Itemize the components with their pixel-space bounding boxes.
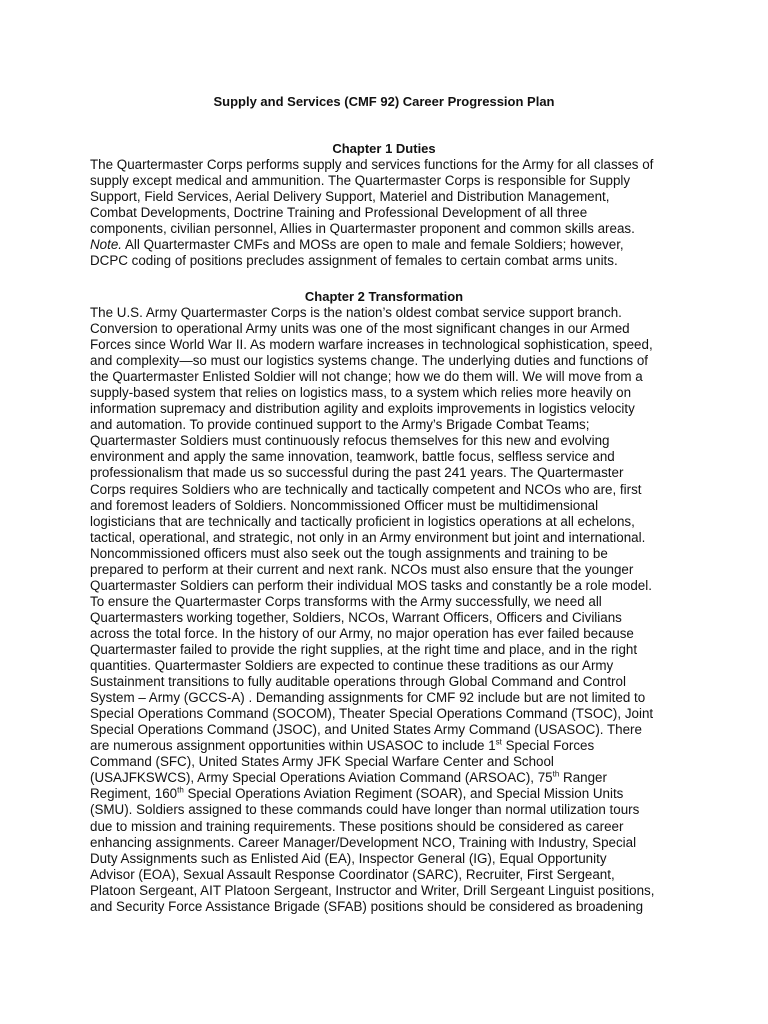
text-line: environment and apply the same innovation, teamwork, battle focus, selfless service and: [90, 449, 615, 465]
text-line: across the total force. In the history of our Army, no major operation has ever failed because: [90, 625, 634, 641]
line-text-after: Ranger: [559, 770, 607, 786]
text-line: the Quartermaster Enlisted Soldier will not change; how we do them will. We will move from a: [90, 369, 643, 385]
text-line: Special Operations Command (SOCOM), Theater Special Operations Command (TSOC), Joint: [90, 706, 654, 722]
text-line: enhancing assignments. Career Manager/Development NCO, Training with Industry, Special: [90, 834, 637, 850]
text-line: The Quartermaster Corps performs supply and services functions for the Army for all classes of: [90, 157, 654, 172]
text-line: quantities. Quartermaster Soldiers are expected to continue these traditions as our Army: [90, 658, 614, 674]
text-line: Command (SFC), United States Army JFK Special Warfare Center and School: [90, 754, 554, 770]
text-line: Quartermasters working together, Soldiers, NCOs, Warrant Officers, Officers and Civilians: [90, 609, 622, 625]
ordinal-superscript: th: [552, 769, 560, 779]
text-line: Quartermaster failed to provide the right supplies, at the right time and place, and in the right: [90, 641, 638, 657]
text-line: Platoon Sergeant, AIT Platoon Sergeant, Instructor and Writer, Drill Sergeant Linguist positions,: [90, 882, 655, 898]
note-text: All Quartermaster CMFs and MOSs are open to male and female Soldiers; however,: [122, 237, 624, 253]
text-line: [90, 738, 690, 754]
text-line: supply-based system that relies on logistics mass, to a system which relies more heavily on: [90, 385, 632, 401]
chapter-1-heading: Chapter 1 Duties: [332, 141, 436, 156]
text-line: and complexity—so must our logistics systems change. The underlying duties and functions of: [90, 353, 648, 369]
text-line: and Security Force Assistance Brigade (SFAB) positions should be considered as broadening: [90, 898, 644, 914]
document-title: Supply and Services (CMF 92) Career Progression Plan: [213, 94, 555, 109]
text-line: supply except medical and ammunition. The Quartermaster Corps is responsible for Supply: [90, 173, 631, 189]
text-line: Noncommissioned officers must also seek out the tough assignments and training to be: [90, 545, 608, 561]
text-line: Combat Developments, Doctrine Training and Professional Development of all three: [90, 205, 588, 221]
text-line: Quartermaster Soldiers must continuously refocus themselves for this new and evolving: [90, 433, 610, 449]
text-line: components, civilian personnel, Allies in Quartermaster proponent and common skills areas.: [90, 221, 635, 237]
text-line: Advisor (EOA), Sexual Assault Response Coordinator (SARC), Recruiter, First Sergeant,: [90, 866, 615, 882]
text-line: Special Operations Command (JSOC), and United States Army Command (USASOC). There: [90, 722, 642, 738]
text-line: prepared to perform at their current and next rank. NCOs must also ensure that the younger: [90, 561, 634, 577]
text-line: (SMU). Soldiers assigned to these commands could have longer than normal utilization tours: [90, 802, 640, 818]
text-line: DCPC coding of positions precludes assignment of females to certain combat arms units.: [90, 253, 618, 269]
line-text-before: (USAJFKSWCS), Army Special Operations Aviation Command (ARSOAC), 75: [90, 770, 553, 786]
text-line: [90, 770, 690, 786]
ordinal-superscript: st: [495, 737, 502, 747]
text-line: Forces since World War II. As modern warfare increases in technological sophistication, speed,: [90, 337, 653, 353]
text-line: and automation. To provide continued support to the Army’s Brigade Combat Teams;: [90, 417, 590, 433]
text-line: logisticians that are technically and tactically proficient in logistics operations at all echelons,: [90, 513, 635, 529]
text-line: System – Army (GCCS-A) . Demanding assignments for CMF 92 include but are not limited to: [90, 690, 646, 706]
line-text-after: Special Operations Aviation Regiment (SOAR), and Special Mission Units: [183, 786, 624, 802]
text-line: professionalism that made us so successful during the past 241 years. The Quartermaster: [90, 465, 624, 481]
text-line: [90, 237, 690, 253]
note-label: Note.: [90, 237, 123, 253]
text-line: and foremost leaders of Soldiers. Noncommissioned Officer must be multidimensional: [90, 497, 599, 513]
text-line: Support, Field Services, Aerial Delivery Support, Materiel and Distribution Management,: [90, 189, 610, 205]
text-line: [90, 786, 690, 802]
ordinal-superscript: th: [177, 785, 184, 795]
text-line: information supremacy and distribution agility and exploits improvements in logistics velocity: [90, 401, 635, 417]
text-line: To ensure the Quartermaster Corps transforms with the Army successfully, we need all: [90, 593, 602, 609]
chapter-2-heading: Chapter 2 Transformation: [304, 289, 464, 304]
chapter-2-body: [90, 305, 690, 915]
text-line: Conversion to operational Army units was one of the most significant changes in our Armed: [90, 321, 630, 337]
line-text-before: are numerous assignment opportunities within USASOC to include 1: [90, 738, 496, 754]
text-line: Quartermaster Soldiers can perform their individual MOS tasks and constantly be a role model.: [90, 577, 652, 593]
text-line: The U.S. Army Quartermaster Corps is the nation’s oldest combat service support branch.: [90, 305, 622, 320]
text-line: Corps requires Soldiers who are technically and tactically competent and NCOs who are, first: [90, 481, 642, 497]
text-line: Duty Assignments such as Enlisted Aid (EA), Inspector General (IG), Equal Opportunity: [90, 850, 607, 866]
line-text-before: Regiment, 160: [90, 786, 178, 802]
line-text-after: Special Forces: [501, 738, 595, 754]
text-line: Sustainment transitions to fully auditable operations through Global Command and Control: [90, 674, 626, 690]
text-line: tactical, operational, and strategic, not only in an Army environment but joint and international.: [90, 529, 646, 545]
chapter-1-body: [90, 157, 690, 269]
text-line: due to mission and training requirements. These positions should be considered as career: [90, 818, 624, 834]
